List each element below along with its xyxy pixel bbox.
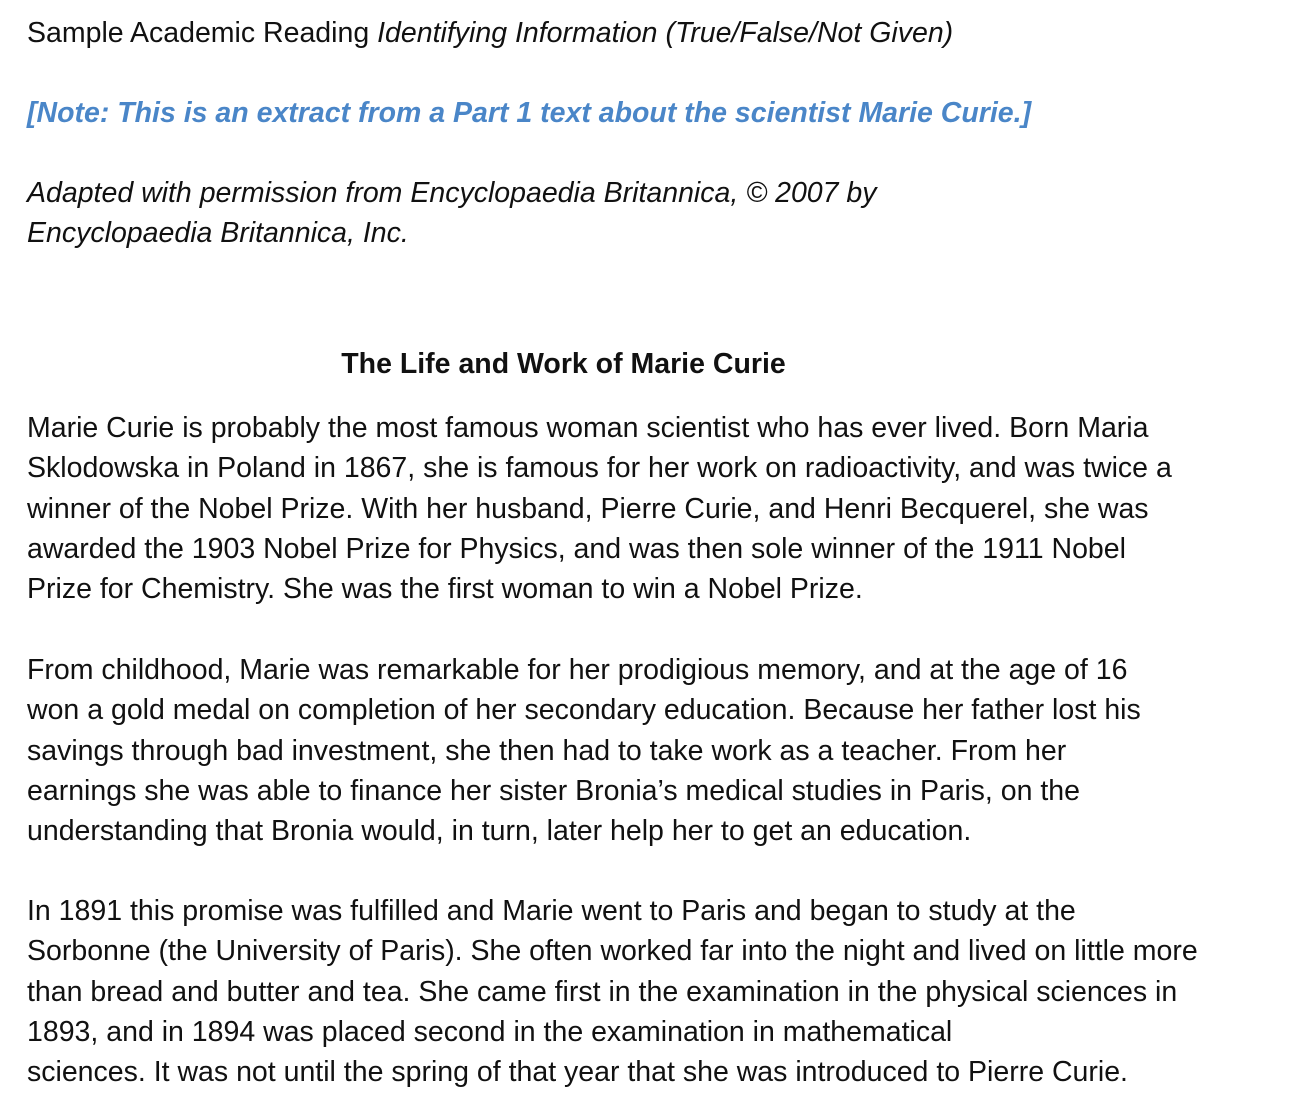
source-line-2: Encyclopaedia Britannica, Inc. (27, 217, 409, 250)
paragraph-3 (27, 891, 1198, 1092)
extract-note: [Note: This is an extract from a Part 1 text about the scientist Marie Curie.] (27, 97, 1032, 129)
paragraph-line: Sklodowska in Poland in 1867, she is famous for her work on radioactivity, and was twice a (27, 452, 1172, 485)
paragraph-line: won a gold medal on completion of her secondary education. Because her father lost his (27, 694, 1141, 727)
paragraph-line: sciences. It was not until the spring of that year that she was introduced to Pierre Curie. (27, 1056, 1128, 1089)
paragraph-line: earnings she was able to finance her sister Bronia’s medical studies in Paris, on the (27, 774, 1080, 807)
paragraph-line: understanding that Bronia would, in turn, later help her to get an education. (27, 815, 972, 848)
source-line-1: Adapted with permission from Encyclopaedia Britannica, © 2007 by (27, 177, 877, 209)
article-title: The Life and Work of Marie Curie (341, 348, 786, 380)
paragraph-line: In 1891 this promise was fulfilled and Marie went to Paris and began to study at the (27, 895, 1076, 927)
heading-prefix: Sample Academic Reading (27, 17, 378, 49)
paragraph-line: Sorbonne (the University of Paris). She often worked far into the night and lived on little more (27, 935, 1198, 968)
paragraph-line: 1893, and in 1894 was placed second in the examination in mathematical (27, 1015, 953, 1048)
paragraph-line: than bread and butter and tea. She came first in the examination in the physical sciences in (27, 975, 1178, 1008)
question-type-label: Identifying Information (True/False/Not Given) (377, 17, 954, 49)
paragraph-line: awarded the 1903 Nobel Prize for Physics, and was then sole winner of the 1911 Nobel (27, 532, 1126, 565)
paragraph-line: savings through bad investment, she then had to take work as a teacher. From her (27, 734, 1067, 767)
paragraph-line: From childhood, Marie was remarkable for her prodigious memory, and at the age of 16 (27, 654, 1128, 686)
paragraph-1 (27, 408, 1172, 609)
source-attribution (27, 173, 877, 254)
paragraph-line: Prize for Chemistry. She was the first woman to win a Nobel Prize. (27, 573, 863, 606)
paragraph-line: winner of the Nobel Prize. With her husband, Pierre Curie, and Henri Becquerel, she was (27, 492, 1149, 525)
paragraph-2 (27, 650, 1141, 851)
page-heading (27, 13, 953, 53)
paragraph-line: Marie Curie is probably the most famous woman scientist who has ever lived. Born Maria (27, 412, 1149, 444)
